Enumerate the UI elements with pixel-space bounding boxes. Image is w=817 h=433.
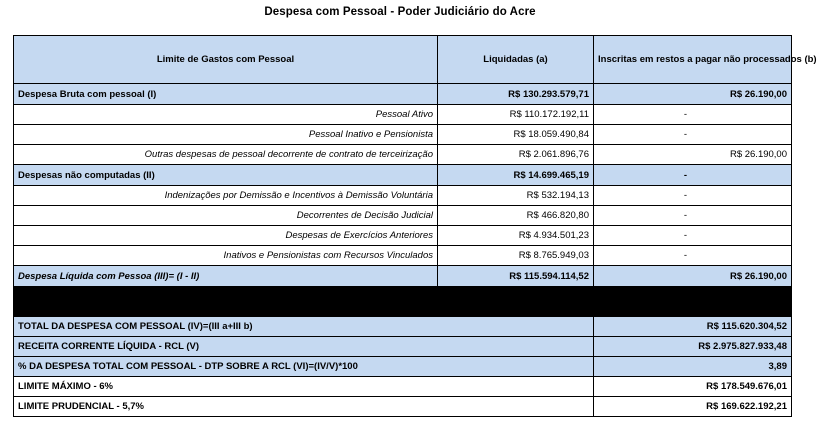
row-liquidadas: R$ 2.061.896,76 (438, 145, 594, 165)
total-row (14, 377, 792, 397)
row-inscritas (594, 125, 792, 145)
total-value: R$ 169.622.192,21 (594, 397, 792, 417)
group-liquidadas: R$ 130.293.579,71 (438, 84, 594, 105)
expense-sheet (13, 35, 817, 417)
net-inscritas: R$ 26.190,00 (594, 266, 792, 287)
row-label: Pessoal Inativo e Pensionista (14, 125, 438, 145)
row-inscritas-value: - (683, 230, 688, 241)
net-row (14, 266, 792, 287)
total-row (14, 397, 792, 417)
total-value: 3,89 (594, 357, 792, 377)
total-value: R$ 178.549.676,01 (594, 377, 792, 397)
table-row (14, 246, 792, 266)
row-inscritas-value: - (683, 109, 688, 120)
row-label: Outras despesas de pessoal decorrente de contrato de terceirização (14, 145, 438, 165)
row-inscritas (594, 206, 792, 226)
row-inscritas (594, 226, 792, 246)
header-limit: Limite de Gastos com Pessoal (14, 36, 438, 84)
table-row (14, 125, 792, 145)
header-liquidadas: Liquidadas (a) (438, 36, 594, 84)
header-row (14, 36, 792, 84)
total-label: LIMITE MÁXIMO - 6% (14, 377, 594, 397)
net-liquidadas: R$ 115.594.114,52 (438, 266, 594, 287)
total-label: % DA DESPESA TOTAL COM PESSOAL - DTP SOBRE A RCL (VI)=(IV/V)*100 (14, 357, 594, 377)
total-row (14, 337, 792, 357)
row-liquidadas: R$ 18.059.490,84 (438, 125, 594, 145)
separator-cell (14, 287, 792, 316)
table-row (14, 206, 792, 226)
net-label: Despesa Líquida com Pessoa (III)= (I - II) (14, 266, 438, 287)
group-row-gross (14, 84, 792, 105)
row-inscritas-value: - (683, 210, 688, 221)
header-inscritas: Inscritas em restos a pagar não processados (b) (594, 36, 792, 84)
row-inscritas-value: - (683, 190, 688, 201)
table-row (14, 145, 792, 165)
table-row (14, 105, 792, 125)
table-row (14, 186, 792, 206)
row-inscritas: R$ 26.190,00 (594, 145, 792, 165)
separator-band (14, 287, 792, 316)
table-row (14, 226, 792, 246)
row-label: Despesas de Exercícios Anteriores (14, 226, 438, 246)
row-label: Pessoal Ativo (14, 105, 438, 125)
row-inscritas (594, 246, 792, 266)
group-liquidadas: R$ 14.699.465,19 (438, 165, 594, 186)
group-inscritas (594, 165, 792, 186)
row-liquidadas: R$ 110.172.192,11 (438, 105, 594, 125)
group-inscritas-value: - (683, 169, 688, 181)
total-row (14, 357, 792, 377)
row-label: Decorrentes de Decisão Judicial (14, 206, 438, 226)
group-label: Despesas não computadas (II) (14, 165, 438, 186)
row-liquidadas: R$ 4.934.501,23 (438, 226, 594, 246)
row-inscritas (594, 105, 792, 125)
row-inscritas-value: - (683, 129, 688, 140)
total-value: R$ 115.620.304,52 (594, 317, 792, 337)
row-liquidadas: R$ 466.820,80 (438, 206, 594, 226)
total-label: LIMITE PRUDENCIAL - 5,7% (14, 397, 594, 417)
total-label: RECEITA CORRENTE LÍQUIDA - RCL (V) (14, 337, 594, 357)
group-row-excluded (14, 165, 792, 186)
row-liquidadas: R$ 532.194,13 (438, 186, 594, 206)
report-title: Despesa com Pessoal - Poder Judiciário do Acre (264, 6, 536, 18)
total-row (14, 317, 792, 337)
row-inscritas (594, 186, 792, 206)
row-liquidadas: R$ 8.765.949,03 (438, 246, 594, 266)
row-label: Indenizações por Demissão e Incentivos à Demissão Voluntária (14, 186, 438, 206)
totals-table (13, 316, 792, 417)
expense-table (13, 35, 817, 316)
row-inscritas-value: - (683, 250, 688, 261)
row-label: Inativos e Pensionistas com Recursos Vinculados (14, 246, 438, 266)
total-value: R$ 2.975.827.933,48 (594, 337, 792, 357)
group-label: Despesa Bruta com pessoal (I) (14, 84, 438, 105)
group-inscritas: R$ 26.190,00 (594, 84, 792, 105)
total-label: TOTAL DA DESPESA COM PESSOAL (IV)=(III a+III b) (14, 317, 594, 337)
